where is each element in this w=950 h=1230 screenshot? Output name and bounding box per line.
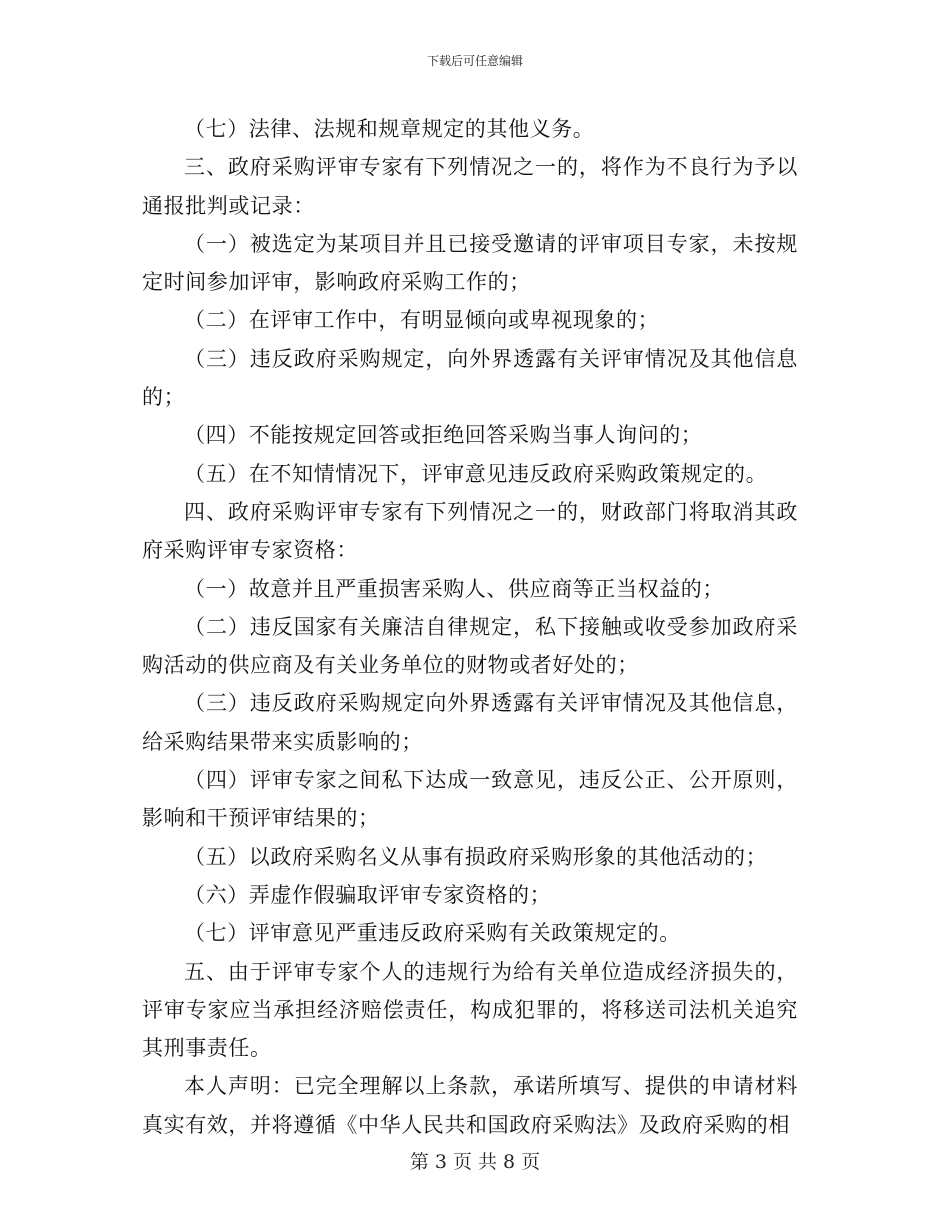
document-body xyxy=(142,110,798,1144)
paragraph-section-4-item-2: （二）违反国家有关廉洁自律规定，私下接触或收受参加政府采购活动的供应商及有关业务单位的财物或者好处的； xyxy=(142,614,798,678)
paragraph-section-3-item-3: （三）违反政府采购规定，向外界透露有关评审情况及其他信息的； xyxy=(142,346,798,410)
paragraph-section-4-item-1: （一）故意并且严重损害采购人、供应商等正当权益的； xyxy=(184,576,724,601)
paragraph-section-3-item-1: （一）被选定为某项目并且已接受邀请的评审项目专家，未按规定时间参加评审，影响政府采购工作的； xyxy=(142,231,798,295)
paragraph-declaration: 本人声明：已完全理解以上条款，承诺所填写、提供的申请材料真实有效，并将遵循《中华人民共和国政府采购法》及政府采购的相 xyxy=(142,1074,798,1137)
paragraph-section-3-item-5: （五）在不知情情况下，评审意见违反政府采购政策规定的。 xyxy=(184,461,768,486)
paragraph-section-3-item-2: （二）在评审工作中，有明显倾向或卑视现象的； xyxy=(184,308,660,333)
paragraph-section-4-heading: 四、政府采购评审专家有下列情况之一的，财政部门将取消其政府采购评审专家资格： xyxy=(142,499,798,563)
paragraph-obligation-7: （七）法律、法规和规章规定的其他义务。 xyxy=(184,117,595,141)
paragraph-section-4-item-4: （四）评审专家之间私下达成一致意见，违反公正、公开原则，影响和干预评审结果的； xyxy=(142,768,798,831)
page-number-footer: 第 3 页 共 8 页 xyxy=(409,1151,541,1173)
paragraph-section-4-item-3: （三）违反政府采购规定向外界透露有关评审情况及其他信息，给采购结果带来实质影响的； xyxy=(142,691,798,754)
paragraph-section-4-item-5: （五）以政府采购名义从事有损政府采购形象的其他活动的； xyxy=(184,844,768,869)
paragraph-section-4-item-7: （七）评审意见严重违反政府采购有关政策规定的。 xyxy=(184,921,681,946)
page-header-note: 下载后可任意编辑 xyxy=(426,54,523,68)
paragraph-section-4-item-6: （六）弄虚作假骗取评审专家资格的； xyxy=(184,882,552,907)
paragraph-section-3-heading: 三、政府采购评审专家有下列情况之一的，将作为不良行为予以通报批判或记录： xyxy=(142,155,798,218)
paragraph-section-5: 五、由于评审专家个人的违规行为给有关单位造成经济损失的，评审专家应当承担经济赔偿责任，构成犯罪的，将移送司法机关追究其刑事责任。 xyxy=(142,959,798,1061)
paragraph-section-3-item-4: （四）不能按规定回答或拒绝回答采购当事人询问的； xyxy=(184,423,703,448)
